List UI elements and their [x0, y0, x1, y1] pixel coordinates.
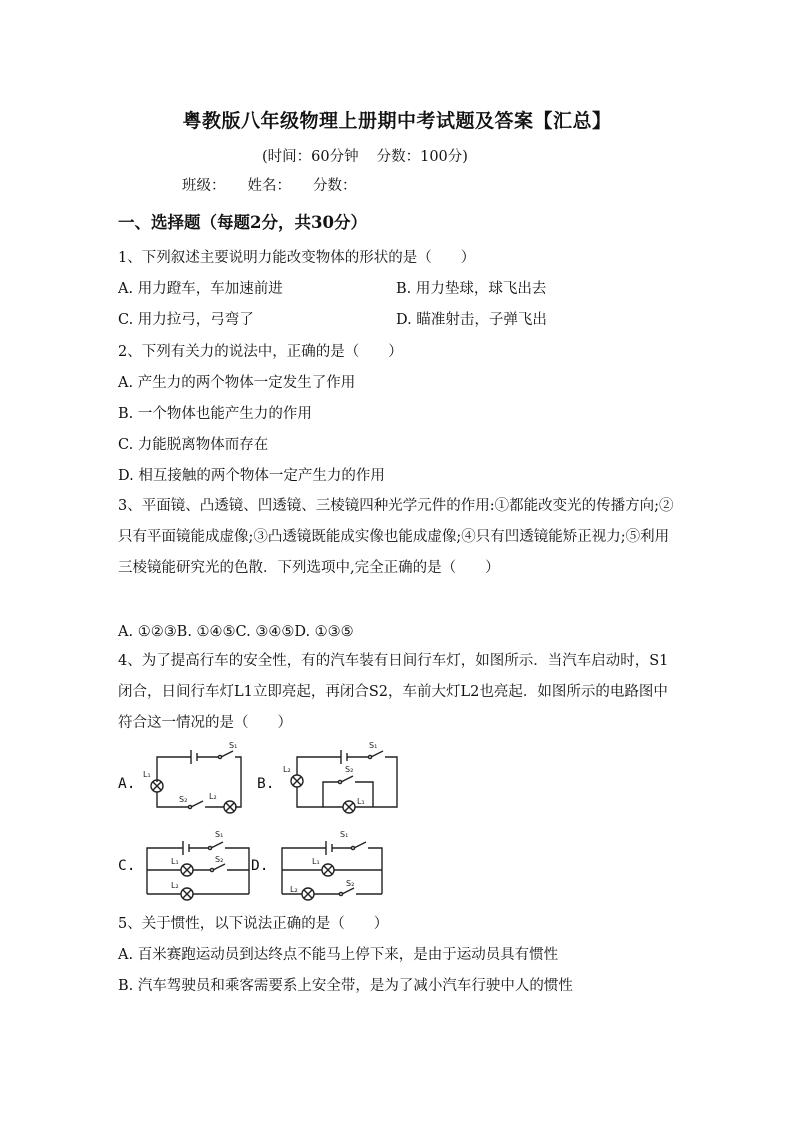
circuit-a-l2: L₂	[209, 792, 217, 801]
question-1-option-d: D. 瞄准射击，子弹飞出	[396, 312, 547, 328]
circuit-c-s1: S₁	[215, 830, 224, 839]
circuit-a-l1: L₁	[143, 770, 151, 779]
circuit-c-s2: S₂	[215, 855, 224, 864]
circuit-b-s2: S₂	[345, 765, 354, 774]
question-1-option-a: A. 用力蹬车，车加速前进	[118, 281, 283, 297]
question-2-option-d: D. 相互接触的两个物体一定产生力的作用	[118, 468, 385, 484]
question-5-option-a: A. 百米赛跑运动员到达终点不能马上停下来，是由于运动员具有惯性	[118, 947, 559, 963]
circuit-d-label: D.	[251, 858, 269, 874]
circuit-d-s1: S₁	[340, 830, 349, 839]
score-label: 分数：	[313, 178, 357, 194]
circuit-a-s1: S₁	[229, 741, 238, 750]
circuit-d-l2: L₂	[290, 885, 298, 894]
circuit-d-l1: L₁	[312, 857, 320, 866]
question-2-stem: 2、下列有关力的说法中，正确的是（ ）	[118, 344, 403, 360]
circuit-c-label: C.	[118, 858, 136, 874]
student-info	[182, 174, 379, 195]
exam-total-score: 分数：100分)	[376, 149, 468, 165]
circuit-a-label: A.	[118, 776, 136, 792]
circuit-diagram-d	[278, 826, 388, 901]
question-5-stem: 5、关于惯性，以下说法正确的是（ ）	[118, 916, 389, 932]
question-1-option-c: C. 用力拉弓，弓弯了	[118, 312, 254, 328]
circuit-c-l2: L₂	[171, 881, 179, 890]
circuit-b-label: B.	[257, 776, 275, 792]
class-label: 班级：	[182, 178, 226, 194]
question-1-option-b: B. 用力垫球，球飞出去	[396, 281, 547, 297]
question-5-option-b: B. 汽车驾驶员和乘客需要系上安全带，是为了减小汽车行驶中人的惯性	[118, 978, 573, 994]
page-title: 粤教版八年级物理上册期中考试题及答案【汇总】	[182, 110, 612, 132]
exam-time: (时间：60分钟	[262, 149, 359, 165]
circuit-b-l2: L₂	[283, 765, 291, 774]
circuit-b-s1: S₁	[369, 741, 378, 750]
circuit-b-l1: L₁	[357, 797, 365, 806]
question-4-stem: 4、为了提高行车的安全性，有的汽车装有日间行车灯，如图所示．当汽车启动时，S1闭合，日间行车灯L1立即亮起，再闭合S2，车前大灯L2也亮起．如图所示的电路图中符合这一情况的是（ ）	[118, 653, 669, 731]
circuit-diagram-a	[143, 742, 253, 822]
question-3-stem: 3、平面镜、凸透镜、凹透镜、三棱镜四种光学元件的作用:①都能改变光的传播方向;②只有平面镜能成虚像;③凸透镜既能成实像也能成虚像;④只有凹透镜能矫正视力;⑤利用三棱镜能研究光的色散．下列选项中,完全正确的是（ ）	[118, 498, 674, 576]
question-3-options: A. ①②③B. ①④⑤C. ③④⑤D. ①③⑤	[118, 624, 354, 640]
circuit-d-s2: S₂	[346, 879, 355, 888]
circuit-c-l1: L₁	[171, 857, 179, 866]
question-2-option-c: C. 力能脱离物体而存在	[118, 437, 269, 453]
question-2-option-b: B. 一个物体也能产生力的作用	[118, 406, 312, 422]
question-1-stem: 1、下列叙述主要说明力能改变物体的形状的是（ ）	[118, 250, 476, 266]
name-label: 姓名：	[247, 178, 291, 194]
section-heading: 一、选择题（每题2分，共30分）	[118, 213, 367, 232]
circuit-a-s2: S₂	[179, 795, 188, 804]
circuit-diagram-b	[283, 742, 403, 822]
circuit-diagram-c	[143, 826, 253, 901]
question-2-option-a: A. 产生力的两个物体一定发生了作用	[118, 375, 356, 391]
exam-meta	[262, 145, 468, 166]
